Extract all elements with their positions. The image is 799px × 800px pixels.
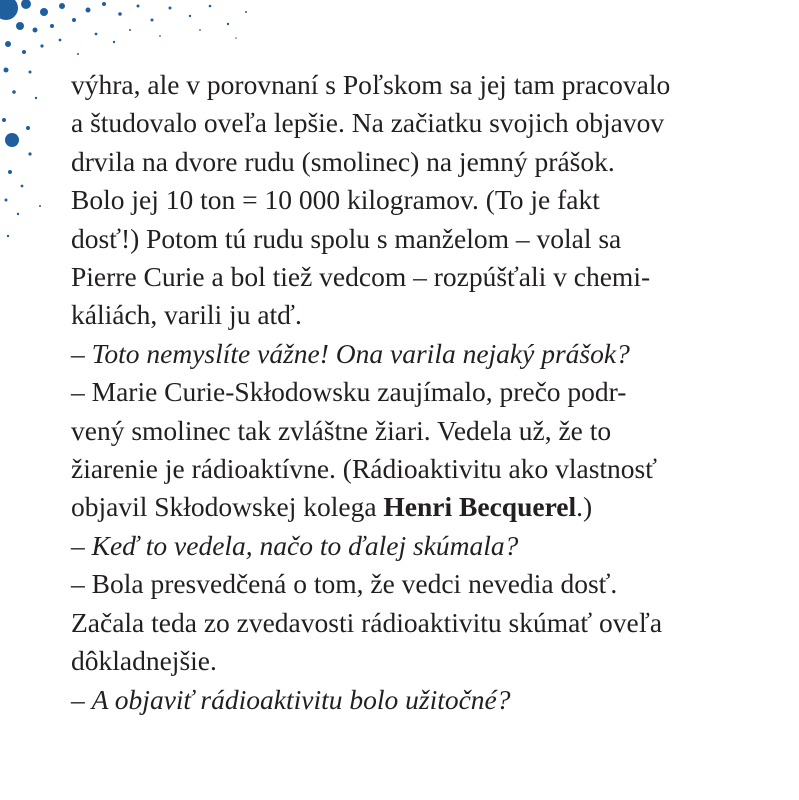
question-line: [71, 681, 751, 719]
text-line: vený smolinec tak zvláštne žiari. Vedela už, že to: [71, 414, 612, 446]
text-line: žiarenie je rádioaktívne. (Rádioaktivitu ako vlastnosť: [71, 453, 658, 485]
book-page-text: [71, 66, 751, 719]
text-fragment: objavil Skłodowskej kolega: [71, 491, 384, 523]
question-text: Keď to vedela, načo to ďalej skúmala?: [91, 529, 519, 561]
text-line: – Bola presvedčená o tom, že vedci nevedia dosť.: [71, 568, 618, 600]
text-line: Bolo jej 10 ton = 10 000 kilogramov. (To je fakt: [71, 184, 600, 216]
text-line: výhra, ale v porovnaní s Poľskom sa jej tam pracovalo: [71, 69, 671, 100]
text-line: – Marie Curie-Skłodowsku zaujímalo, prečo podr-: [71, 376, 627, 408]
dialogue-dash: –: [71, 683, 92, 715]
question-text: A objaviť rádioaktivitu bolo užitočné?: [91, 683, 511, 715]
text-fragment: .): [576, 491, 593, 523]
text-line: [71, 488, 751, 526]
text-line: káliách, varili ju atď.: [71, 299, 302, 331]
bold-name: Henri Becquerel: [383, 491, 577, 523]
text-line: dôkladnejšie.: [71, 645, 217, 677]
dialogue-dash: –: [71, 337, 92, 369]
dialogue-dash: –: [71, 529, 92, 561]
text-line: dosť!) Potom tú rudu spolu s manželom – volal sa: [71, 222, 622, 254]
question-text: Toto nemyslíte vážne! Ona varila nejaký prášok?: [91, 337, 630, 369]
question-line: [71, 527, 751, 565]
text-line: Začala teda zo zvedavosti rádioaktivitu skúmať oveľa: [71, 606, 663, 638]
text-line: a študovalo oveľa lepšie. Na začiatku svojich objavov: [71, 107, 665, 139]
text-line: Pierre Curie a bol tiež vedcom – rozpúšťali v chemi-: [71, 261, 651, 293]
text-line: drvila na dvore rudu (smolinec) na jemný prášok.: [71, 145, 615, 177]
question-line: [71, 335, 751, 373]
